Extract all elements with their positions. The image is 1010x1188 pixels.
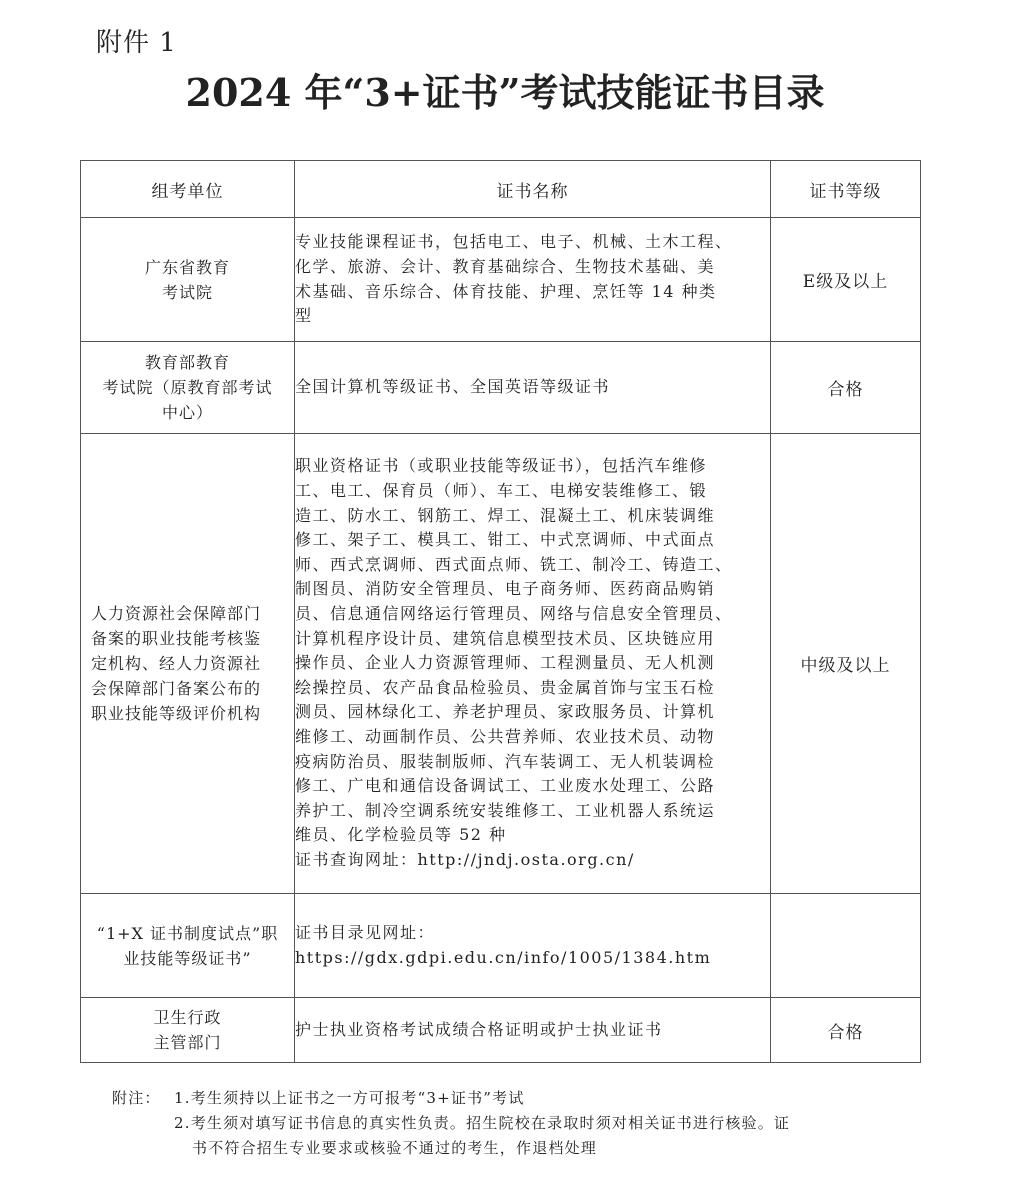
cert-line: 术基础、音乐综合、体育技能、护理、烹饪等 14 种类 [295,281,717,301]
cert-name-cell [295,894,771,998]
org-line: “1+X 证书制度试点”职 [96,923,279,943]
cert-line: 员、信息通信网络运行管理员、网络与信息安全管理员、 [295,604,733,624]
cert-line: 职业资格证书（或职业技能等级证书），包括汽车维修 [295,456,708,476]
cert-line: 计算机程序设计员、建筑信息模型技术员、区块链应用 [295,628,716,648]
cert-name-cell [295,218,771,342]
attachment-label: 附件 1 [96,28,177,58]
note-item: 书不符合招生专业要求或核验不通过的考生，作退档处理 [192,1139,598,1157]
cert-line: 全国计算机等级证书、全国英语等级证书 [295,377,611,397]
cert-line: 工、电工、保育员（师）、车工、电梯安装维修工、锻 [295,481,708,501]
cert-name-cell [295,342,771,434]
cert-line: 化学、旅游、会计、教育基础综合、生物技术基础、美 [295,256,716,276]
cert-line: 疫病防治员、服装制版师、汽车装调工、无人机装调检 [295,751,716,771]
org-cell [81,218,295,342]
header-org: 组考单位 [81,161,295,218]
cert-catalog-url: https://gdx.gdpi.edu.cn/info/1005/1384.htm [295,947,712,967]
table-row [81,998,921,1063]
cert-line: 操作员、企业人力资源管理师、工程测量员、无人机测 [295,653,716,673]
certificate-table [80,160,921,1063]
footnotes [112,1086,912,1161]
cert-name-cell [295,434,771,894]
note-item: 2.考生须对填写证书信息的真实性负责。招生院校在录取时须对相关证书进行核验。证 [174,1114,791,1132]
document-title: 2024 年“3+证书”考试技能证书目录 [185,70,825,115]
org-line: 教育部教育 [144,353,230,372]
org-line: 主管部门 [153,1033,222,1052]
org-line: 定机构、经人力资源社 [91,654,262,673]
notes-label: 附注： [112,1089,161,1107]
org-line: 考试院 [161,282,213,302]
org-cell [81,342,295,434]
cert-line: 维修工、动画制作员、公共营养师、农业技术员、动物 [295,726,716,746]
org-line: 业技能等级证书” [123,948,252,968]
org-line: 职业技能等级评价机构 [91,704,262,723]
cert-line: 测员、园林绿化工、养老护理员、家政服务员、计算机 [295,702,716,722]
cert-line: 造工、防水工、钢筋工、焊工、混凝土工、机床装调维 [295,505,716,525]
table-row [81,218,921,342]
org-line: 广东省教育 [144,257,230,277]
table-row [81,894,921,998]
header-cert-level: 证书等级 [771,161,921,218]
cert-line: 修工、广电和通信设备调试工、工业废水处理工、公路 [295,776,716,796]
cert-line: 养护工、制冷空调系统安装维修工、工业机器人系统运 [295,800,716,820]
org-line: 中心） [161,403,213,422]
table-row [81,342,921,434]
org-line: 卫生行政 [153,1008,222,1027]
org-line: 人力资源社会保障部门 [91,604,262,623]
cert-line: 维员、化学检验员等 52 种 [295,825,507,845]
cert-line: 制图员、消防安全管理员、电子商务师、医药商品购销 [295,579,716,599]
cert-level-cell: 合格 [771,998,921,1063]
table-header-row [81,161,921,218]
table-row [81,434,921,894]
cert-level-cell: 合格 [771,342,921,434]
cert-line: 型 [295,306,313,326]
org-line: 备案的职业技能考核鉴 [91,629,262,648]
header-cert-name: 证书名称 [295,161,771,218]
org-cell [81,434,295,894]
cert-name-cell [295,998,771,1063]
cert-line: 证书目录见网址： [295,922,436,942]
note-item: 1.考生须持以上证书之一方可报考“3+证书”考试 [174,1089,525,1107]
cert-level-cell: E级及以上 [771,218,921,342]
cert-level-cell [771,894,921,998]
note-row [112,1086,912,1111]
org-line: 会保障部门备案公布的 [91,679,262,698]
cert-line: 专业技能课程证书，包括电工、电子、机械、土木工程、 [295,232,733,252]
cert-level-cell: 中级及以上 [771,434,921,894]
cert-line: 修工、架子工、模具工、钳工、中式烹调师、中式面点 [295,530,716,550]
org-cell [81,894,295,998]
org-cell [81,998,295,1063]
cert-line: 绘操控员、农产品食品检验员、贵金属首饰与宝玉石检 [295,677,716,697]
cert-line: 师、西式烹调师、西式面点师、铣工、制冷工、铸造工、 [295,554,733,574]
cert-line: 护士执业资格考试成绩合格证明或护士执业证书 [295,1019,663,1039]
cert-query-url: 证书查询网址：http://jndj.osta.org.cn/ [295,849,635,869]
org-line: 考试院（原教育部考试 [102,378,273,397]
